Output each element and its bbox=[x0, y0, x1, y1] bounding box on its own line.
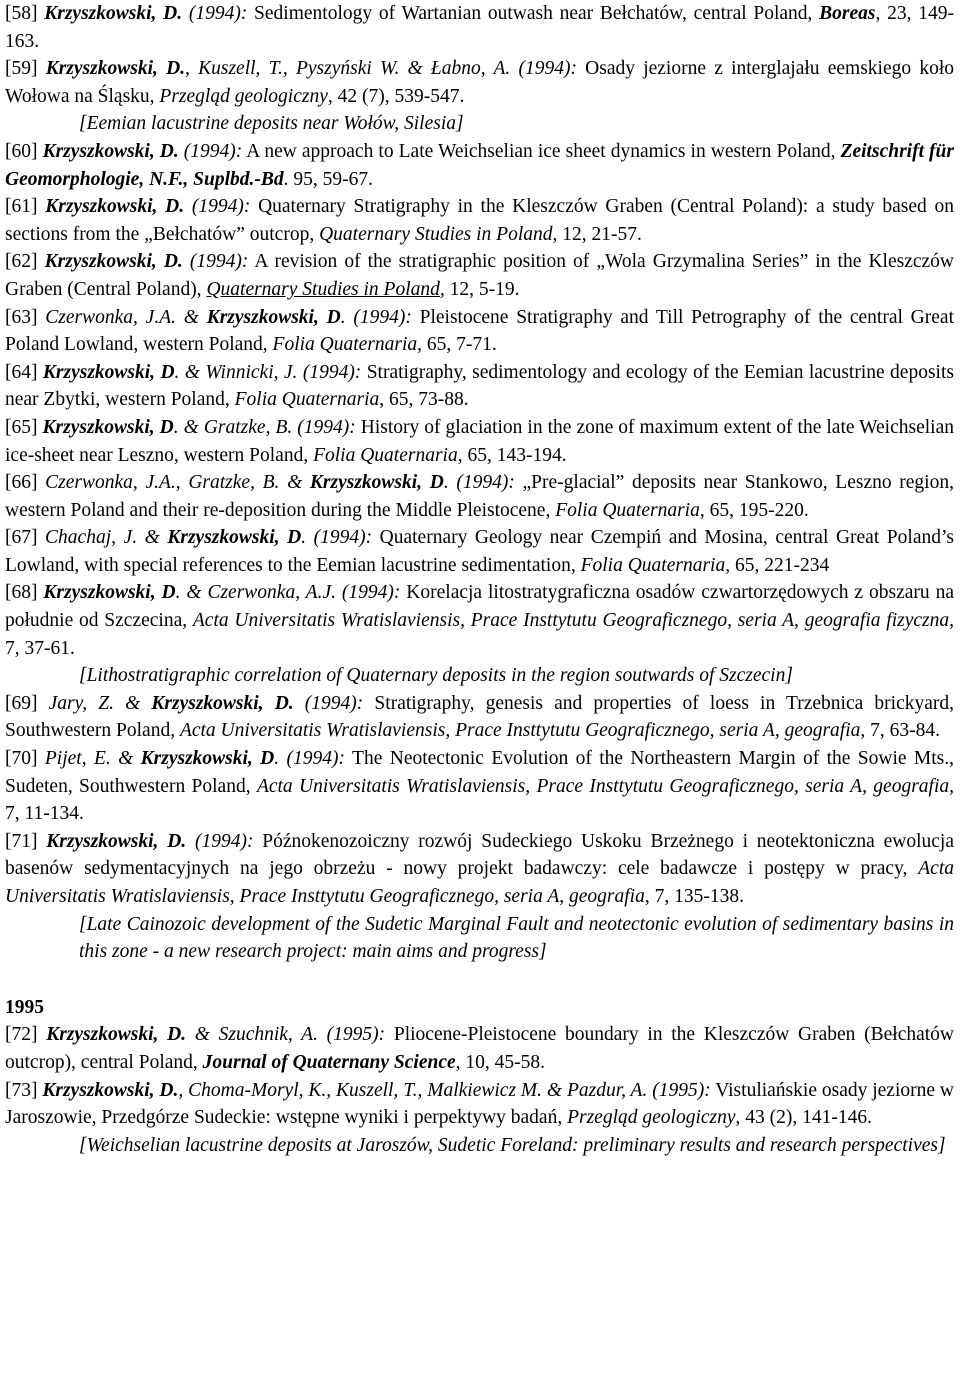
reference-title: Korelacja litostratygraficzna osadów czwartorzędowych z obszaru na południe od Szczecina, bbox=[5, 582, 954, 632]
reference-number: [67] bbox=[5, 527, 46, 549]
reference-volume-pages: , 12, 21-57. bbox=[552, 223, 642, 245]
reference-author: Krzyszkowski, D. bbox=[45, 196, 185, 218]
reference-coauthors: . & Czerwonka, A.J. bbox=[175, 582, 336, 604]
reference-62 bbox=[5, 248, 954, 303]
reference-year: (1994): bbox=[297, 361, 362, 383]
reference-year: . (1994): bbox=[301, 527, 373, 549]
reference-64 bbox=[5, 359, 954, 414]
reference-number: [69] bbox=[5, 692, 49, 714]
reference-title: Późnokenozoiczny rozwój Sudeckiego Uskoku Brzeżnego i neotektoniczna ewolucja basenów sedymentacyjnych na jego obrzeżu - nowy projekt badawczy: cele badawcze i postępy w pracy, bbox=[5, 830, 954, 880]
reference-journal: Przegląd geologiczny bbox=[159, 85, 328, 107]
reference-journal: Acta Universitatis Wratislaviensis, Prace Insttytutu Geograficznego, seria A, geografia fizyczna, bbox=[192, 610, 954, 632]
reference-coauthors: Jary, Z. & bbox=[48, 692, 152, 714]
reference-number: [72] bbox=[5, 1024, 47, 1046]
reference-author: Krzyszkowski, D. bbox=[42, 140, 179, 162]
reference-title: Pliocene-Pleistocene boundary in the Kleszczów Graben (Bełchatów outcrop), central Poland, bbox=[5, 1024, 954, 1073]
reference-year: (1994): bbox=[182, 3, 248, 24]
reference-year: . (1994): bbox=[274, 748, 346, 770]
reference-volume-pages: , 65, 221-234 bbox=[725, 554, 830, 576]
reference-author: Krzyszkowski, D. bbox=[44, 3, 183, 24]
reference-coauthors: Czerwonka, J.A., Gratzke, B. & bbox=[45, 472, 310, 494]
reference-year: (1995): bbox=[317, 1024, 386, 1046]
reference-year: (1994): bbox=[178, 140, 243, 162]
reference-volume-pages: , 42 (7), 539-547. bbox=[327, 85, 465, 107]
reference-volume-pages: , 65, 143-194. bbox=[457, 444, 567, 466]
reference-author: Krzyszkowski, D bbox=[140, 748, 275, 770]
reference-journal: Przegląd geologiczny bbox=[567, 1107, 736, 1129]
reference-72 bbox=[5, 1021, 954, 1076]
reference-67 bbox=[5, 524, 954, 579]
reference-journal: Quaternary Studies in Poland bbox=[319, 223, 553, 245]
reference-author: Krzyszkowski, D bbox=[43, 582, 176, 604]
reference-journal: Quaternary Studies in Poland bbox=[206, 278, 440, 300]
reference-number: [61] bbox=[5, 196, 46, 218]
reference-journal: Journal of Quaternany Science bbox=[202, 1051, 456, 1073]
reference-number: [58] bbox=[5, 3, 45, 24]
reference-volume-pages: , 65, 195-220. bbox=[699, 499, 809, 521]
reference-author: Krzyszkowski, D bbox=[42, 416, 174, 438]
reference-63 bbox=[5, 304, 954, 359]
reference-coauthors: Pijet, E. & bbox=[44, 748, 141, 770]
reference-year: (1994): bbox=[292, 416, 356, 438]
reference-number: [68] bbox=[5, 582, 44, 604]
reference-year: . (1994): bbox=[443, 472, 515, 494]
reference-author: Krzyszkowski, D. bbox=[151, 692, 294, 714]
reference-58 bbox=[5, 0, 954, 55]
reference-author: Krzyszkowski, D bbox=[206, 306, 341, 328]
reference-title: Pleistocene Stratigraphy and Till Petrography of the central Great Poland Lowland, western Poland, bbox=[5, 306, 954, 356]
reference-title: Stratigraphy, genesis and properties of loess in Trzebnica brickyard, Southwestern Poland, bbox=[5, 692, 954, 742]
reference-60 bbox=[5, 138, 954, 193]
reference-title: History of glaciation in the zone of maximum extent of the late Weichselian ice-sheet near Leszno, western Poland, bbox=[5, 416, 954, 466]
reference-journal: Folia Quaternaria bbox=[234, 389, 380, 411]
reference-title: A new approach to Late Weichselian ice sheet dynamics in western Poland, bbox=[242, 140, 841, 162]
reference-author: Krzyszkowski, D bbox=[167, 527, 302, 549]
reference-author: Krzyszkowski, D. bbox=[46, 1024, 187, 1046]
reference-volume-pages: , 10, 45-58. bbox=[455, 1051, 546, 1073]
reference-coauthors: , Kuszell, T., Pyszyński W. & Łabno, A. bbox=[185, 58, 511, 80]
reference-volume-pages: , 12, 5-19. bbox=[439, 278, 520, 300]
reference-year: (1994): bbox=[184, 196, 251, 218]
reference-journal: Boreas bbox=[819, 3, 876, 24]
reference-title: Osady jeziorne z interglajału eemskiego koło Wołowa na Śląsku, bbox=[5, 58, 954, 107]
year-heading: 1995 bbox=[5, 996, 44, 1018]
reference-author: Krzyszkowski, D. bbox=[46, 830, 187, 852]
reference-number: [62] bbox=[5, 251, 45, 273]
reference-coauthors: Chachaj, J. & bbox=[45, 527, 168, 549]
reference-journal: Folia Quaternaria bbox=[313, 444, 458, 466]
reference-translation: [Weichselian lacustrine deposits at Jaroszów, Sudetic Foreland: preliminary results and research perspectives] bbox=[79, 1134, 946, 1156]
reference-title: Stratigraphy, sedimentology and ecology of the Eemian lacustrine deposits near Zbytki, western Poland, bbox=[5, 361, 954, 411]
reference-journal: Acta Universitatis Wratislaviensis, Prace Insttytutu Geograficznego, seria A, geografia bbox=[179, 720, 861, 742]
reference-title: Quaternary Geology near Czempiń and Mosina, central Great Poland’s Lowland, with special references to the Eemian lacustrine sedimentation, bbox=[5, 527, 954, 576]
reference-author: Krzyszkowski, D. bbox=[45, 58, 186, 80]
reference-title: Sedimentology of Wartanian outwash near Bełchatów, central Poland, bbox=[247, 3, 820, 24]
reference-translation: [Late Cainozoic development of the Sudetic Marginal Fault and neotectonic evolution of sedimentary basins in this zone - a new research project: main aims and progress] bbox=[79, 913, 954, 963]
reference-title: A revision of the stratigraphic position of „Wola Grzymalina Series” in the Kleszczów Graben (Central Poland), bbox=[5, 251, 954, 300]
reference-year: . (1994): bbox=[340, 306, 412, 328]
reference-volume-pages: , 65, 73-88. bbox=[379, 389, 469, 411]
reference-year: (1995): bbox=[647, 1079, 711, 1101]
reference-title: „Pre-glacial” deposits near Stankowo, Leszno region, western Poland and their re-deposition during the Middle Pleistocene, bbox=[5, 472, 954, 521]
reference-title: Quaternary Stratigraphy in the Kleszczów Graben (Central Poland): a study based on sections from the „Bełchatów” outcrop, bbox=[5, 196, 954, 245]
reference-volume-pages: , 65, 7-71. bbox=[417, 334, 497, 356]
reference-65 bbox=[5, 414, 954, 469]
reference-author: Krzyszkowski, D. bbox=[42, 1079, 179, 1101]
reference-coauthors: & Szuchnik, A. bbox=[186, 1024, 318, 1046]
reference-coauthors: Czerwonka, J.A. & bbox=[45, 306, 207, 328]
reference-number: [71] bbox=[5, 830, 47, 852]
reference-journal: Acta Universitatis Wratislaviensis, Prace Insttytutu Geograficznego, seria A, geografia bbox=[256, 775, 950, 797]
reference-71 bbox=[5, 828, 954, 911]
reference-coauthors: , Choma-Moryl, K., Kuszell, T., Malkiewicz M. & Pazdur, A. bbox=[178, 1079, 648, 1101]
reference-title: The Neotectonic Evolution of the Northeastern Margin of the Sowie Mts., Sudeten, Southwestern Poland, bbox=[5, 748, 954, 797]
reference-coauthors: . & Gratzke, B. bbox=[173, 416, 293, 438]
reference-number: [73] bbox=[5, 1079, 43, 1101]
reference-59 bbox=[5, 55, 954, 110]
reference-number: [66] bbox=[5, 472, 46, 494]
reference-volume-pages: , 7, 63-84. bbox=[860, 720, 941, 742]
reference-volume-pages: 7, 37-61. bbox=[5, 637, 75, 659]
reference-68 bbox=[5, 579, 954, 662]
reference-journal: Zeitschrift für Geomorphologie, N.F., Suplbd.-Bd bbox=[5, 140, 954, 190]
reference-number: [70] bbox=[5, 748, 45, 770]
reference-number: [60] bbox=[5, 140, 43, 162]
reference-number: [63] bbox=[5, 306, 46, 328]
reference-volume-pages: , 7, 135-138. bbox=[644, 886, 744, 907]
reference-70 bbox=[5, 745, 954, 828]
reference-number: [59] bbox=[5, 58, 46, 80]
reference-journal: Acta Universitatis Wratislaviensis, Prace Insttytutu Geograficznego, seria A, geografia bbox=[5, 858, 954, 907]
reference-61 bbox=[5, 193, 954, 248]
reference-journal: Folia Quaternaria bbox=[272, 334, 418, 356]
reference-translation: [Eemian lacustrine deposits near Wołów, Silesia] bbox=[79, 113, 464, 135]
reference-volume-pages: . 95, 59-67. bbox=[283, 168, 374, 190]
reference-journal: Folia Quaternaria bbox=[580, 554, 726, 576]
reference-title: Vistuliańskie osady jeziorne w Jaroszowie, Przedgórze Sudeckie: wstępne wyniki i perpektywy badań, bbox=[5, 1079, 954, 1129]
reference-volume-pages: , 43 (2), 141-146. bbox=[735, 1107, 873, 1129]
reference-coauthors: . & Winnicki, J. bbox=[174, 361, 298, 383]
reference-year: (1994): bbox=[182, 251, 249, 273]
reference-year: (1994): bbox=[335, 582, 401, 604]
reference-66 bbox=[5, 469, 954, 524]
reference-69 bbox=[5, 690, 954, 745]
reference-number: [65] bbox=[5, 416, 43, 438]
reference-author: Krzyszkowski, D. bbox=[44, 251, 183, 273]
reference-volume-pages: , 23, 149-163. bbox=[5, 3, 954, 52]
reference-author: Krzyszkowski, D bbox=[42, 361, 175, 383]
reference-volume-pages: , 7, 11-134. bbox=[5, 775, 954, 825]
reference-journal: Folia Quaternaria bbox=[555, 499, 700, 521]
reference-year: (1994): bbox=[293, 692, 364, 714]
reference-author: Krzyszkowski, D bbox=[309, 472, 444, 494]
reference-73 bbox=[5, 1077, 954, 1132]
reference-year: (1994): bbox=[510, 58, 577, 80]
reference-year: (1994): bbox=[186, 830, 254, 852]
reference-number: [64] bbox=[5, 361, 43, 383]
reference-translation: [Lithostratigraphic correlation of Quaternary deposits in the region soutwards of Szczecin] bbox=[79, 665, 793, 687]
